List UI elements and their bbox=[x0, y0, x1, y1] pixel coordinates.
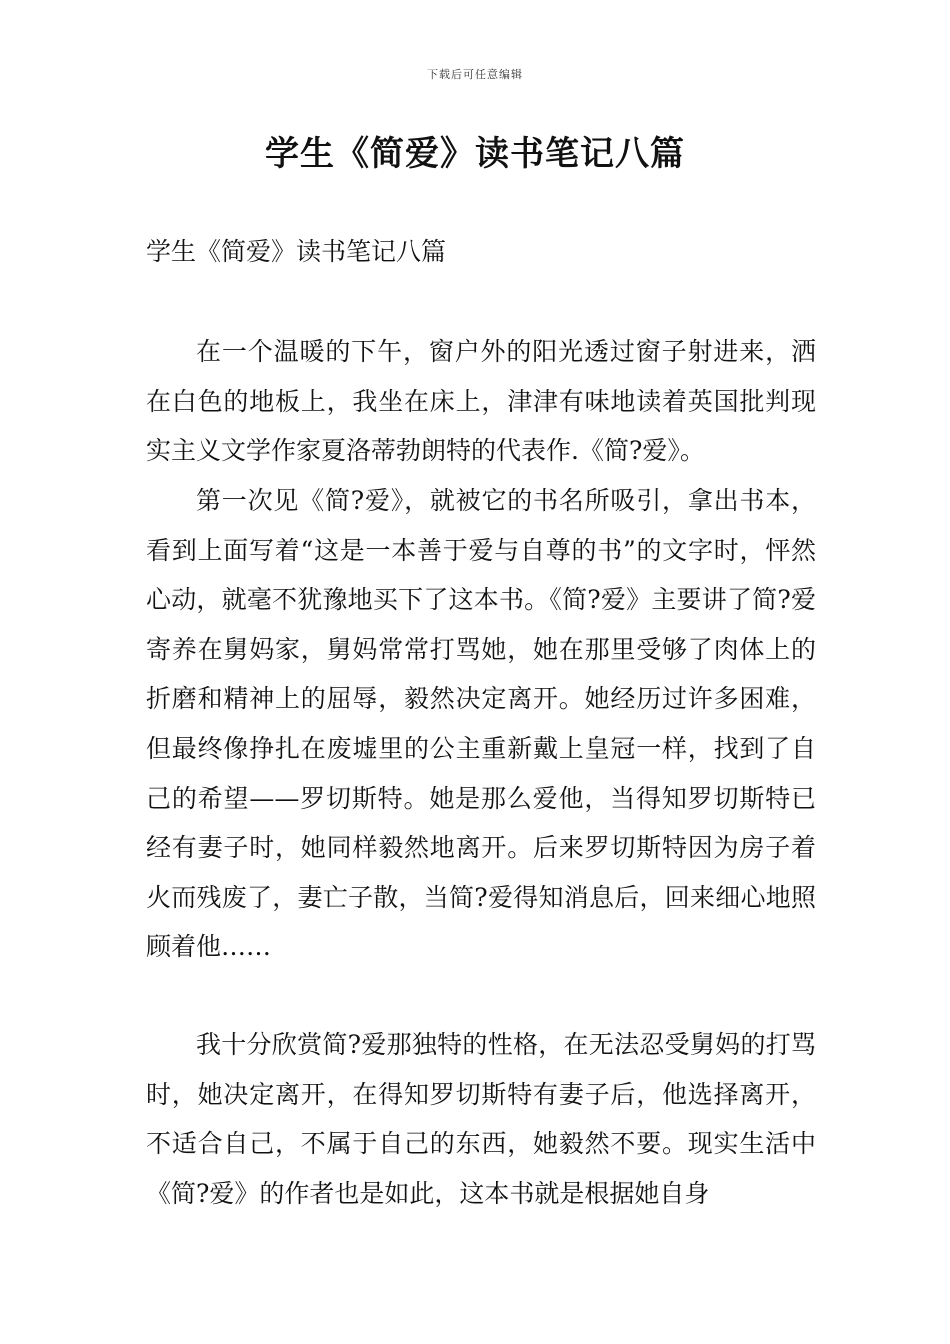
document-title: 学生《简爱》读书笔记八篇 bbox=[265, 134, 685, 174]
paragraph-3: 我十分欣赏简?爱那独特的性格，在无法忍受舅妈的打骂时，她决定离开，在得知罗切斯特有妻子后，他选择离开，不适合自己，不属于自己的东西，她毅然不要。现实生活中《简?爱》的作者也是如此，这本书就是根据她自身 bbox=[146, 1030, 816, 1208]
document-subtitle: 学生《简爱》读书笔记八篇 bbox=[146, 237, 447, 266]
paragraph-1: 在一个温暖的下午，窗户外的阳光透过窗子射进来，洒在白色的地板上，我坐在床上，津津有味地读着英国批判现实主义文学作家夏洛蒂勃朗特的代表作.《简?爱》。 bbox=[146, 337, 816, 466]
header-note: 下载后可任意编辑 bbox=[427, 68, 523, 81]
paragraph-2: 第一次见《简?爱》，就被它的书名所吸引，拿出书本，看到上面写着“这是一本善于爱与自尊的书”的文字时，怦然心动，就毫不犹豫地买下了这本书。《简?爱》主要讲了简?爱寄养在舅妈家，舅妈常常打骂她，她在那里受够了肉体上的折磨和精神上的屈辱，毅然决定离开。她经历过许多困难，但最终像挣扎在废墟里的公主重新戴上皇冠一样，找到了自己的希望——罗切斯特。她是那么爱他，当得知罗切斯特已经有妻子时，她同样毅然地离开。后来罗切斯特因为房子着火而残废了，妻亡子散，当简?爱得知消息后，回来细心地照顾着他…… bbox=[146, 486, 816, 962]
